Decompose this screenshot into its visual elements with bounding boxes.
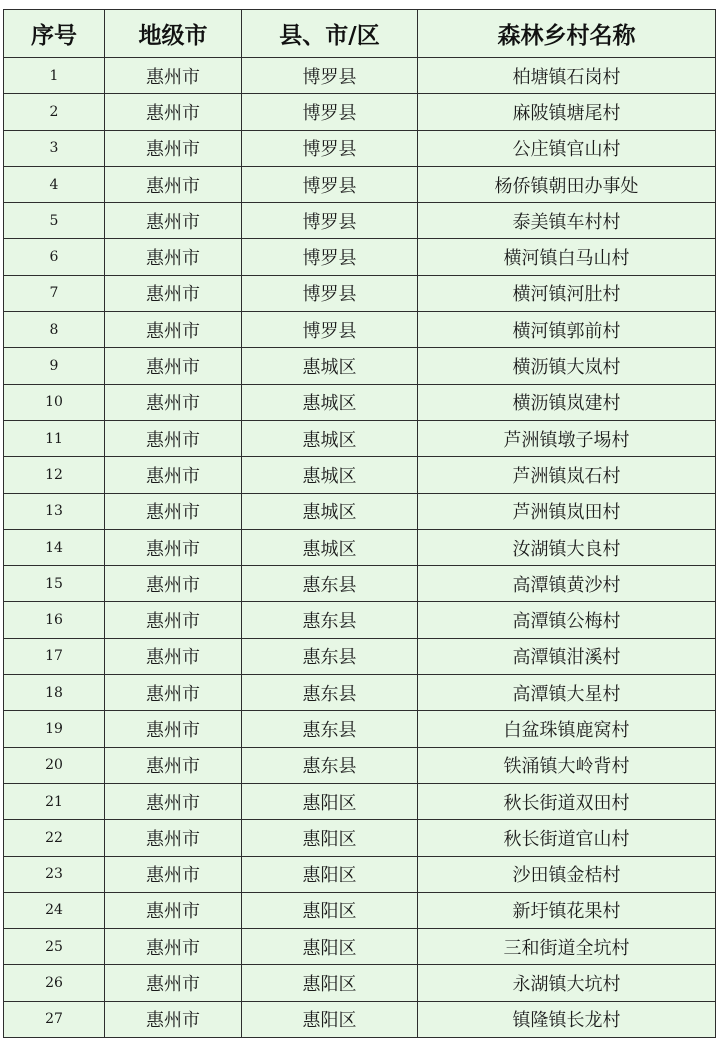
cell-village-name: 镇隆镇长龙村 bbox=[418, 1001, 716, 1037]
cell-county: 惠阳区 bbox=[242, 965, 418, 1001]
table-row bbox=[4, 493, 716, 529]
cell-seq: 13 bbox=[4, 493, 105, 529]
cell-city: 惠州市 bbox=[105, 747, 242, 783]
table-row bbox=[4, 457, 716, 493]
cell-county: 惠城区 bbox=[242, 384, 418, 420]
forest-village-table-container bbox=[3, 9, 715, 1038]
cell-seq: 10 bbox=[4, 384, 105, 420]
cell-county: 惠东县 bbox=[242, 675, 418, 711]
cell-seq: 19 bbox=[4, 711, 105, 747]
table-row bbox=[4, 783, 716, 819]
cell-village-name: 横沥镇大岚村 bbox=[418, 348, 716, 384]
cell-village-name: 秋长街道官山村 bbox=[418, 820, 716, 856]
cell-county: 惠东县 bbox=[242, 602, 418, 638]
cell-city: 惠州市 bbox=[105, 638, 242, 674]
table-row bbox=[4, 675, 716, 711]
cell-village-name: 麻陂镇塘尾村 bbox=[418, 94, 716, 130]
table-body bbox=[4, 58, 716, 1038]
cell-seq: 5 bbox=[4, 203, 105, 239]
cell-county: 惠阳区 bbox=[242, 1001, 418, 1037]
cell-city: 惠州市 bbox=[105, 892, 242, 928]
cell-city: 惠州市 bbox=[105, 275, 242, 311]
table-row bbox=[4, 638, 716, 674]
cell-city: 惠州市 bbox=[105, 420, 242, 456]
table-row bbox=[4, 203, 716, 239]
cell-county: 惠阳区 bbox=[242, 892, 418, 928]
cell-city: 惠州市 bbox=[105, 929, 242, 965]
table-row bbox=[4, 166, 716, 202]
cell-county: 惠阳区 bbox=[242, 929, 418, 965]
header-city: 地级市 bbox=[105, 10, 242, 58]
cell-seq: 21 bbox=[4, 783, 105, 819]
cell-city: 惠州市 bbox=[105, 820, 242, 856]
cell-village-name: 高潭镇泔溪村 bbox=[418, 638, 716, 674]
cell-city: 惠州市 bbox=[105, 602, 242, 638]
cell-seq: 17 bbox=[4, 638, 105, 674]
cell-county: 博罗县 bbox=[242, 166, 418, 202]
cell-county: 惠东县 bbox=[242, 711, 418, 747]
cell-seq: 7 bbox=[4, 275, 105, 311]
cell-city: 惠州市 bbox=[105, 1001, 242, 1037]
cell-city: 惠州市 bbox=[105, 783, 242, 819]
cell-village-name: 芦洲镇岚田村 bbox=[418, 493, 716, 529]
cell-village-name: 芦洲镇岚石村 bbox=[418, 457, 716, 493]
cell-seq: 22 bbox=[4, 820, 105, 856]
cell-city: 惠州市 bbox=[105, 384, 242, 420]
table-row bbox=[4, 348, 716, 384]
table-header-row bbox=[4, 10, 716, 58]
cell-county: 惠东县 bbox=[242, 747, 418, 783]
cell-village-name: 芦洲镇墩子埸村 bbox=[418, 420, 716, 456]
cell-county: 惠阳区 bbox=[242, 783, 418, 819]
cell-county: 博罗县 bbox=[242, 275, 418, 311]
cell-seq: 20 bbox=[4, 747, 105, 783]
table-row bbox=[4, 312, 716, 348]
cell-seq: 18 bbox=[4, 675, 105, 711]
cell-village-name: 高潭镇黄沙村 bbox=[418, 566, 716, 602]
cell-city: 惠州市 bbox=[105, 675, 242, 711]
table-row bbox=[4, 420, 716, 456]
table-row bbox=[4, 1001, 716, 1037]
cell-village-name: 汝湖镇大良村 bbox=[418, 529, 716, 565]
cell-seq: 4 bbox=[4, 166, 105, 202]
table-row bbox=[4, 856, 716, 892]
cell-seq: 8 bbox=[4, 312, 105, 348]
forest-village-table bbox=[3, 9, 716, 1038]
cell-seq: 3 bbox=[4, 130, 105, 166]
cell-county: 惠城区 bbox=[242, 457, 418, 493]
header-county: 县、市/区 bbox=[242, 10, 418, 58]
cell-village-name: 横河镇河肚村 bbox=[418, 275, 716, 311]
cell-city: 惠州市 bbox=[105, 312, 242, 348]
table-row bbox=[4, 965, 716, 1001]
cell-city: 惠州市 bbox=[105, 711, 242, 747]
cell-village-name: 高潭镇大星村 bbox=[418, 675, 716, 711]
table-row bbox=[4, 239, 716, 275]
table-row bbox=[4, 892, 716, 928]
table-row bbox=[4, 384, 716, 420]
table-row bbox=[4, 747, 716, 783]
cell-city: 惠州市 bbox=[105, 529, 242, 565]
cell-county: 惠东县 bbox=[242, 638, 418, 674]
cell-village-name: 横河镇郭前村 bbox=[418, 312, 716, 348]
cell-city: 惠州市 bbox=[105, 348, 242, 384]
cell-city: 惠州市 bbox=[105, 166, 242, 202]
cell-village-name: 铁涌镇大岭背村 bbox=[418, 747, 716, 783]
cell-seq: 12 bbox=[4, 457, 105, 493]
cell-seq: 24 bbox=[4, 892, 105, 928]
cell-village-name: 高潭镇公梅村 bbox=[418, 602, 716, 638]
header-village-name: 森林乡村名称 bbox=[418, 10, 716, 58]
cell-village-name: 横河镇白马山村 bbox=[418, 239, 716, 275]
cell-village-name: 柏塘镇石岗村 bbox=[418, 58, 716, 94]
cell-county: 惠城区 bbox=[242, 348, 418, 384]
cell-city: 惠州市 bbox=[105, 856, 242, 892]
cell-city: 惠州市 bbox=[105, 493, 242, 529]
table-row bbox=[4, 58, 716, 94]
cell-county: 惠阳区 bbox=[242, 856, 418, 892]
cell-city: 惠州市 bbox=[105, 130, 242, 166]
cell-county: 博罗县 bbox=[242, 203, 418, 239]
cell-county: 惠城区 bbox=[242, 493, 418, 529]
cell-county: 惠城区 bbox=[242, 420, 418, 456]
cell-seq: 9 bbox=[4, 348, 105, 384]
cell-county: 博罗县 bbox=[242, 58, 418, 94]
cell-city: 惠州市 bbox=[105, 58, 242, 94]
table-row bbox=[4, 130, 716, 166]
table-row bbox=[4, 94, 716, 130]
cell-village-name: 秋长街道双田村 bbox=[418, 783, 716, 819]
cell-seq: 16 bbox=[4, 602, 105, 638]
cell-city: 惠州市 bbox=[105, 457, 242, 493]
cell-village-name: 横沥镇岚建村 bbox=[418, 384, 716, 420]
cell-county: 博罗县 bbox=[242, 239, 418, 275]
cell-village-name: 新圩镇花果村 bbox=[418, 892, 716, 928]
cell-village-name: 公庄镇官山村 bbox=[418, 130, 716, 166]
table-row bbox=[4, 566, 716, 602]
cell-village-name: 杨侨镇朝田办事处 bbox=[418, 166, 716, 202]
table-row bbox=[4, 929, 716, 965]
cell-village-name: 永湖镇大坑村 bbox=[418, 965, 716, 1001]
cell-seq: 15 bbox=[4, 566, 105, 602]
cell-village-name: 三和街道全坑村 bbox=[418, 929, 716, 965]
header-seq: 序号 bbox=[4, 10, 105, 58]
cell-seq: 26 bbox=[4, 965, 105, 1001]
table-row bbox=[4, 275, 716, 311]
cell-city: 惠州市 bbox=[105, 965, 242, 1001]
cell-seq: 1 bbox=[4, 58, 105, 94]
cell-village-name: 泰美镇车村村 bbox=[418, 203, 716, 239]
cell-city: 惠州市 bbox=[105, 94, 242, 130]
cell-county: 惠东县 bbox=[242, 566, 418, 602]
cell-village-name: 沙田镇金桔村 bbox=[418, 856, 716, 892]
cell-village-name: 白盆珠镇鹿窝村 bbox=[418, 711, 716, 747]
cell-county: 惠城区 bbox=[242, 529, 418, 565]
table-row bbox=[4, 602, 716, 638]
cell-county: 博罗县 bbox=[242, 312, 418, 348]
cell-seq: 6 bbox=[4, 239, 105, 275]
cell-county: 博罗县 bbox=[242, 130, 418, 166]
cell-seq: 23 bbox=[4, 856, 105, 892]
cell-city: 惠州市 bbox=[105, 203, 242, 239]
cell-seq: 14 bbox=[4, 529, 105, 565]
cell-county: 惠阳区 bbox=[242, 820, 418, 856]
table-row bbox=[4, 820, 716, 856]
cell-seq: 2 bbox=[4, 94, 105, 130]
cell-city: 惠州市 bbox=[105, 566, 242, 602]
cell-seq: 27 bbox=[4, 1001, 105, 1037]
cell-seq: 11 bbox=[4, 420, 105, 456]
table-row bbox=[4, 529, 716, 565]
cell-county: 博罗县 bbox=[242, 94, 418, 130]
table-row bbox=[4, 711, 716, 747]
cell-seq: 25 bbox=[4, 929, 105, 965]
cell-city: 惠州市 bbox=[105, 239, 242, 275]
